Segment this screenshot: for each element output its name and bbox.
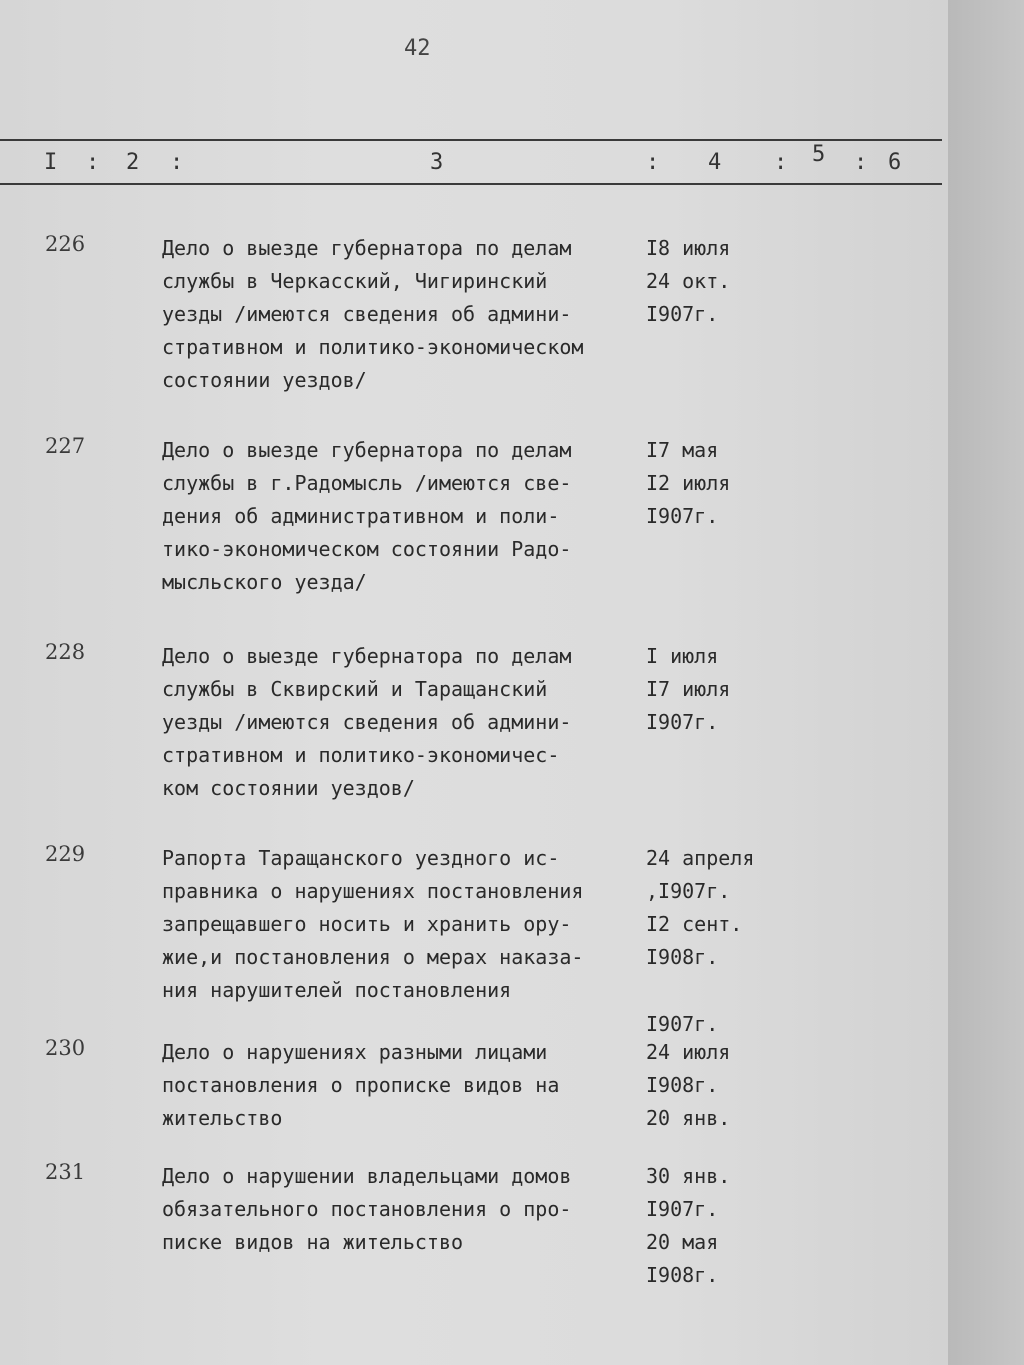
entry-title: Дело о выезде губернатора по делам службы в г.Радомысль /имеются све- дения об административном и поли- тико-экономическом состоянии Радо- мысльского уезда/ xyxy=(162,438,572,594)
column-header-2: 2 xyxy=(126,150,140,175)
stray-date: I907г. xyxy=(646,1012,719,1036)
column-separator: : xyxy=(854,150,868,175)
page-number: 42 xyxy=(404,36,431,61)
column-separator: : xyxy=(170,150,184,175)
entry-dates: 24 июля I908г. 20 янв. xyxy=(646,1040,731,1130)
entry-title: Дело о нарушении владельцами домов обязательного постановления о про- писке видов на жительство xyxy=(162,1164,572,1254)
column-header-5: 5 xyxy=(812,142,826,167)
entry-number: 230 xyxy=(45,1036,86,1060)
underlying-page-edge xyxy=(948,0,1024,1365)
entry-title: Дело о нарушениях разными лицами постановления о прописке видов на жительство xyxy=(162,1040,560,1130)
header-top-rule xyxy=(0,139,942,141)
entry-dates: 24 апреля ,I907г. I2 сент. I908г. xyxy=(646,846,755,969)
column-header-4: 4 xyxy=(708,150,722,175)
column-separator: : xyxy=(774,150,788,175)
entry-number: 231 xyxy=(45,1160,86,1184)
entry-dates: I июля I7 июля I907г. xyxy=(646,644,731,734)
entry-number: 227 xyxy=(45,434,86,458)
header-bottom-rule xyxy=(0,183,942,185)
entry-title: Дело о выезде губернатора по делам службы в Черкасский, Чигиринский уезды /имеются сведения об админи- стративном и политико-экономическом состоянии уездов/ xyxy=(162,236,584,392)
column-header-6: 6 xyxy=(888,150,902,175)
column-header-1: I xyxy=(44,150,58,175)
entry-number: 226 xyxy=(45,232,86,256)
entry-dates: I8 июля 24 окт. I907г. xyxy=(646,236,731,326)
entry-dates: 30 янв. I907г. 20 мая I908г. xyxy=(646,1164,731,1287)
entry-dates: I7 мая I2 июля I907г. xyxy=(646,438,731,528)
column-header-3: 3 xyxy=(430,150,444,175)
entry-title: Рапорта Таращанского уездного ис- правника о нарушениях постановления запрещавшего носить и хранить ору- жие,и постановления о мерах наказа- ния нарушителей постановления xyxy=(162,846,584,1002)
column-separator: : xyxy=(86,150,100,175)
entry-number: 229 xyxy=(45,842,86,866)
entry-title: Дело о выезде губернатора по делам службы в Сквирский и Таращанский уезды /имеются сведения об админи- стративном и политико-экономичес- ком состоянии уездов/ xyxy=(162,644,572,800)
column-separator: : xyxy=(646,150,660,175)
entry-number: 228 xyxy=(45,640,86,664)
